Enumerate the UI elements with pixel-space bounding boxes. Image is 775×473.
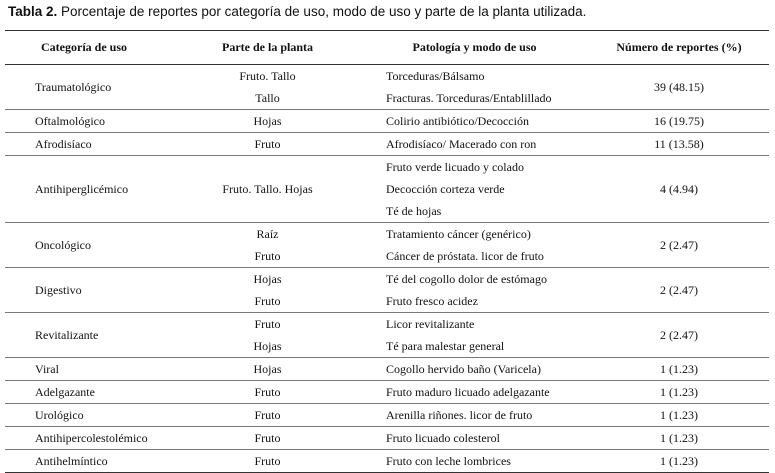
cell-reportes: 2 (2.47) (589, 313, 769, 358)
cell-categoria: Oftalmológico (5, 110, 175, 133)
cell-reportes: 1 (1.23) (589, 427, 769, 450)
cell-parte: Tallo (255, 90, 280, 105)
cell-categoria: Oncológico (5, 223, 175, 268)
cell-patologia: Fracturas. Torceduras/Entablillado (386, 90, 552, 105)
cell-parte: Fruto (175, 313, 360, 336)
cell-parte: Fruto (254, 248, 281, 263)
cell-reportes: 1 (1.23) (589, 450, 769, 473)
cell-patologia: Fruto con leche lombrices (360, 450, 589, 473)
cell-categoria: Digestivo (5, 268, 175, 313)
header-patologia: Patología y modo de uso (360, 31, 589, 65)
table-row (5, 223, 769, 246)
cell-categoria: Revitalizante (5, 313, 175, 358)
cell-categoria: Adelgazante (5, 381, 175, 404)
cell-parte: Fruto. Tallo. Hojas (175, 156, 360, 223)
cell-reportes: 1 (1.23) (589, 358, 769, 381)
cell-parte: Fruto (254, 293, 281, 308)
table-body (5, 65, 769, 473)
cell-parte: Raíz (175, 223, 360, 246)
table-row (5, 381, 769, 404)
cell-parte: Hojas (175, 268, 360, 291)
header-numero: Número de reportes (%) (589, 31, 769, 65)
cell-reportes: 4 (4.94) (589, 156, 769, 223)
table-row (5, 156, 769, 179)
cell-patologia: Té de hojas (386, 203, 442, 218)
cell-patologia: Decocción corteza verde (386, 181, 505, 196)
usage-table (5, 30, 769, 473)
table-row (5, 427, 769, 450)
cell-parte: Fruto (175, 450, 360, 473)
table-row (5, 65, 769, 88)
cell-reportes: 2 (2.47) (589, 268, 769, 313)
cell-patologia: Arenilla riñones. licor de fruto (360, 404, 589, 427)
cell-parte: Fruto. Tallo (239, 68, 296, 83)
cell-reportes: 1 (1.23) (589, 404, 769, 427)
table-row (5, 450, 769, 473)
cell-patologia: Fruto fresco acidez (386, 293, 478, 308)
cell-parte: Hojas (175, 358, 360, 381)
caption-text: Porcentaje de reportes por categoría de uso, modo de uso y parte de la planta utilizada. (57, 4, 587, 19)
cell-parte: Fruto (175, 427, 360, 450)
table-row (5, 268, 769, 291)
cell-patologia: Torceduras/Bálsamo (386, 68, 485, 83)
table-row (5, 404, 769, 427)
cell-reportes: 16 (19.75) (589, 110, 769, 133)
table-row (5, 110, 769, 133)
table-caption (8, 4, 586, 19)
cell-parte: Fruto (175, 133, 360, 156)
cell-patologia: Té para malestar general (386, 338, 505, 353)
cell-reportes: 39 (48.15) (654, 79, 704, 94)
cell-categoria: Traumatológico (35, 79, 112, 94)
cell-patologia: Colirio antibiótico/Decocción (360, 110, 589, 133)
cell-patologia: Fruto licuado colesterol (360, 427, 589, 450)
table-row (5, 313, 769, 336)
cell-patologia: Cáncer de próstata. licor de fruto (386, 248, 544, 263)
header-row (5, 31, 769, 65)
cell-reportes: 1 (1.23) (589, 381, 769, 404)
cell-categoria: Antihiperglicémico (5, 156, 175, 223)
cell-patologia: Fruto maduro licuado adelgazante (360, 381, 589, 404)
cell-categoria: Afrodisíaco (5, 133, 175, 156)
cell-categoria: Urológico (5, 404, 175, 427)
header-categoria: Categoría de uso (5, 31, 175, 65)
cell-parte: Hojas (253, 338, 282, 353)
cell-reportes: 11 (13.58) (589, 133, 769, 156)
cell-categoria: Antihipercolestolémico (5, 427, 175, 450)
cell-patologia: Tratamiento cáncer (genérico) (360, 223, 589, 246)
table-row (5, 133, 769, 156)
header-parte: Parte de la planta (175, 31, 360, 65)
cell-patologia: Cogollo hervido baño (Varicela) (360, 358, 589, 381)
cell-parte: Hojas (175, 110, 360, 133)
cell-patologia: Fruto verde licuado y colado (360, 156, 589, 179)
cell-patologia: Licor revitalizante (360, 313, 589, 336)
cell-parte: Fruto (175, 404, 360, 427)
cell-categoria: Antihelmíntico (5, 450, 175, 473)
cell-patologia: Afrodisíaco/ Macerado con ron (360, 133, 589, 156)
caption-label: Tabla 2. (8, 4, 58, 19)
cell-reportes: 2 (2.47) (589, 223, 769, 268)
table-row (5, 358, 769, 381)
cell-parte: Fruto (175, 381, 360, 404)
cell-patologia: Té del cogollo dolor de estómago (360, 268, 589, 291)
cell-categoria: Viral (5, 358, 175, 381)
